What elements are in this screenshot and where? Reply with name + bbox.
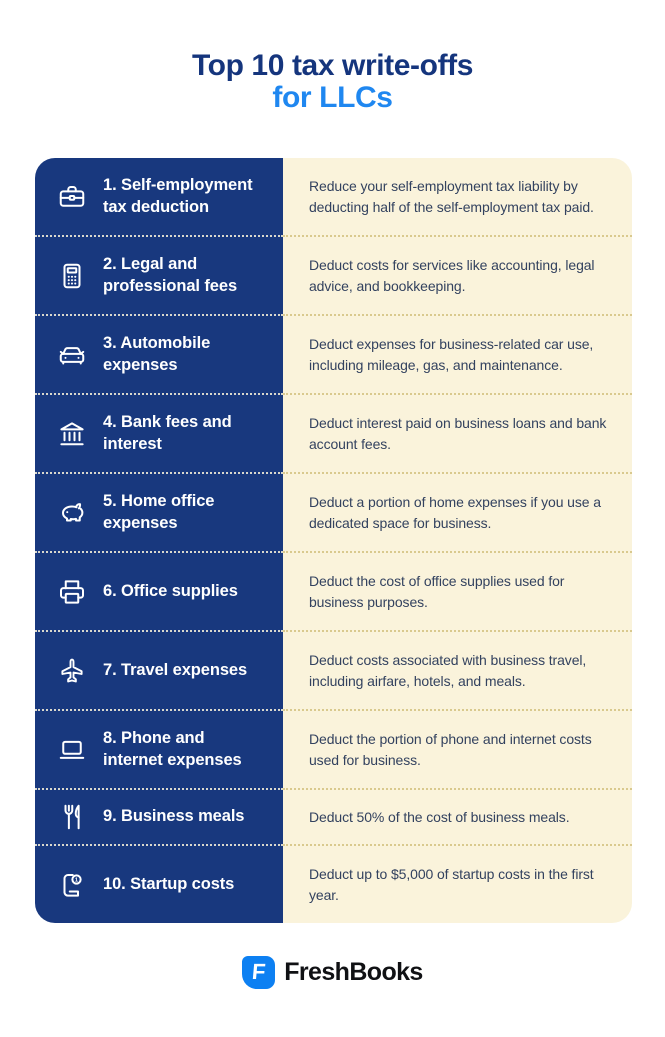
row-description: Reduce your self-employment tax liability by deducting half of the self-employment tax paid. <box>309 177 594 215</box>
row-description-cell <box>283 316 632 395</box>
row-title-cell <box>35 790 283 846</box>
table-row <box>35 474 632 553</box>
page-title-line1: Top 10 tax write-offs <box>191 49 474 82</box>
bank-icon <box>56 419 88 449</box>
calculator-icon <box>56 261 88 291</box>
row-description: Deduct interest paid on business loans and bank account fees. <box>309 414 607 452</box>
row-description: Deduct costs associated with business travel, including airfare, hotels, and meals. <box>309 651 587 689</box>
row-description: Deduct the portion of phone and internet costs used for business. <box>309 730 592 768</box>
row-description-cell <box>283 395 632 474</box>
page-header <box>0 0 665 114</box>
row-title: 4. Bank fees and interest <box>103 412 232 453</box>
row-title-cell <box>35 632 283 711</box>
table-row <box>35 158 632 237</box>
row-description: Deduct costs for services like accounting, legal advice, and bookkeeping. <box>309 256 595 294</box>
row-title: 5. Home office expenses <box>103 491 215 532</box>
brand-name: FreshBooks <box>284 958 423 986</box>
row-description-cell <box>283 237 632 316</box>
freshbooks-logo-icon <box>242 956 275 989</box>
row-title-cell <box>35 395 283 474</box>
page-title-line2: for LLCs <box>272 81 393 114</box>
row-title: 7. Travel expenses <box>103 660 248 679</box>
airplane-icon <box>56 656 88 686</box>
table-row <box>35 632 632 711</box>
row-description: Deduct the cost of office supplies used for business purposes. <box>309 572 565 610</box>
row-description-cell <box>283 790 632 846</box>
row-title: 10. Startup costs <box>103 874 235 893</box>
row-title: 1. Self-employment tax deduction <box>103 175 253 216</box>
row-title: 8. Phone and internet expenses <box>103 728 242 769</box>
table-row <box>35 237 632 316</box>
row-title-cell <box>35 237 283 316</box>
row-title-cell <box>35 316 283 395</box>
briefcase-icon <box>56 182 88 212</box>
startup-document-icon <box>56 870 88 900</box>
footer-brand <box>0 956 665 989</box>
row-description-cell <box>283 474 632 553</box>
row-description-cell <box>283 158 632 237</box>
row-description: Deduct 50% of the cost of business meals. <box>309 808 570 825</box>
row-title-cell <box>35 711 283 790</box>
logo-letter: F <box>250 959 267 984</box>
table-row <box>35 711 632 790</box>
row-description-cell <box>283 711 632 790</box>
row-description: Deduct a portion of home expenses if you use a dedicated space for business. <box>309 493 601 531</box>
row-title-cell <box>35 158 283 237</box>
row-title-cell <box>35 553 283 632</box>
tax-writeoffs-table <box>35 158 632 923</box>
row-title-cell <box>35 474 283 553</box>
table-row <box>35 553 632 632</box>
row-title: 2. Legal and professional fees <box>103 254 238 295</box>
printer-icon <box>56 577 88 607</box>
table-row <box>35 316 632 395</box>
row-description: Deduct up to $5,000 of startup costs in the first year. <box>309 865 594 903</box>
table-row <box>35 790 632 846</box>
row-title: 3. Automobile expenses <box>103 333 211 374</box>
svg-text:1: 1 <box>74 877 79 883</box>
row-title: 9. Business meals <box>103 807 245 826</box>
piggy-bank-icon <box>56 498 88 528</box>
laptop-icon <box>56 735 88 765</box>
row-title-cell <box>35 846 283 923</box>
fork-knife-icon <box>56 802 88 832</box>
row-description: Deduct expenses for business-related car use, including mileage, gas, and maintenance. <box>309 335 594 373</box>
row-description-cell <box>283 846 632 923</box>
table-row <box>35 846 632 923</box>
row-description-cell <box>283 553 632 632</box>
row-title: 6. Office supplies <box>103 581 238 600</box>
car-icon <box>56 340 88 370</box>
row-description-cell <box>283 632 632 711</box>
table-row <box>35 395 632 474</box>
